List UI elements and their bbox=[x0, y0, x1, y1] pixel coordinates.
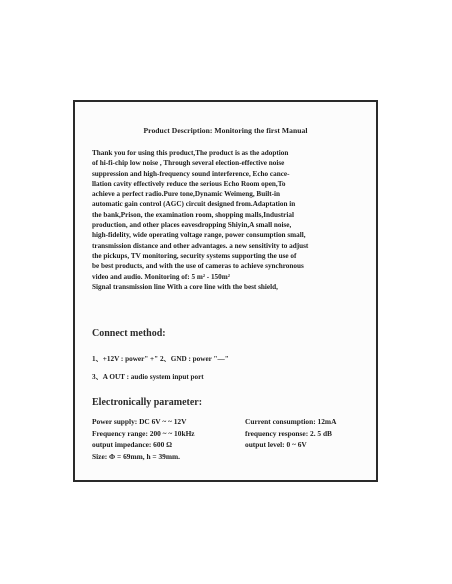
description-line: transmission distance and other advantages. a new sensitivity to adjust bbox=[92, 241, 309, 250]
manual-page bbox=[73, 100, 378, 482]
description-line: Signal transmission line With a core line with the best shield, bbox=[92, 282, 278, 291]
description-line: suppression and high-frequency sound interference, Echo cance- bbox=[92, 169, 290, 178]
parameter-left: output impedance: 600 Ω bbox=[92, 440, 173, 450]
description-paragraph bbox=[92, 148, 368, 292]
description-line: the pickups, TV monitoring, security systems supporting the use of bbox=[92, 251, 297, 260]
parameter-right: Current consumption: 12mA bbox=[245, 417, 337, 426]
parameter-row bbox=[92, 428, 372, 440]
connect-item-audio-out: 3、A OUT : audio system input port bbox=[92, 373, 204, 381]
description-line: production, and other places eavesdropping Shiyin,A small noise, bbox=[92, 221, 292, 230]
parameter-row bbox=[92, 416, 372, 428]
description-line: Thank you for using this product,The product is as the adoption bbox=[92, 149, 289, 157]
parameter-table bbox=[92, 416, 372, 462]
parameter-left: Frequency range: 200 ~ ~ 10kHz bbox=[92, 428, 195, 438]
parameter-row bbox=[92, 439, 372, 451]
parameter-right: frequency response: 2. 5 dB bbox=[245, 428, 332, 438]
description-line: automatic gain control (AGC) circuit designed from.Adaptation in bbox=[92, 200, 296, 209]
description-line: achieve a perfect radio.Pure tone,Dynamic Weimeng, Built-in bbox=[92, 190, 280, 199]
connect-item-power: 1、+12V : power" +" 2、GND : power "—" bbox=[92, 355, 229, 363]
parameter-row bbox=[92, 451, 372, 463]
parameter-left: Power supply: DC 6V ~ ~ 12V bbox=[92, 417, 187, 426]
description-line: of hi-fi-chip low noise , Through several election-effective noise bbox=[92, 159, 285, 168]
description-line: high-fidelity, wide operating voltage range, power consumption small, bbox=[92, 231, 306, 240]
connect-method-heading: Connect method: bbox=[92, 328, 166, 339]
description-line: video and audio. Monitoring of: 5 m² - 150m² bbox=[92, 272, 230, 281]
parameter-right: output level: 0 ~ 6V bbox=[245, 440, 307, 450]
parameter-left: Size: Φ = 69mm, h = 39mm. bbox=[92, 451, 181, 461]
description-line: be best products, and with the use of cameras to achieve synchronous bbox=[92, 262, 304, 271]
description-line: llation cavity effectively reduce the serious Echo Room open,To bbox=[92, 179, 286, 188]
description-line: the bank,Prison, the examination room, shopping malls,Industrial bbox=[92, 210, 294, 219]
document-title: Product Description: Monitoring the first Manual bbox=[143, 126, 308, 135]
electrical-parameter-heading: Electronically parameter: bbox=[92, 397, 203, 408]
